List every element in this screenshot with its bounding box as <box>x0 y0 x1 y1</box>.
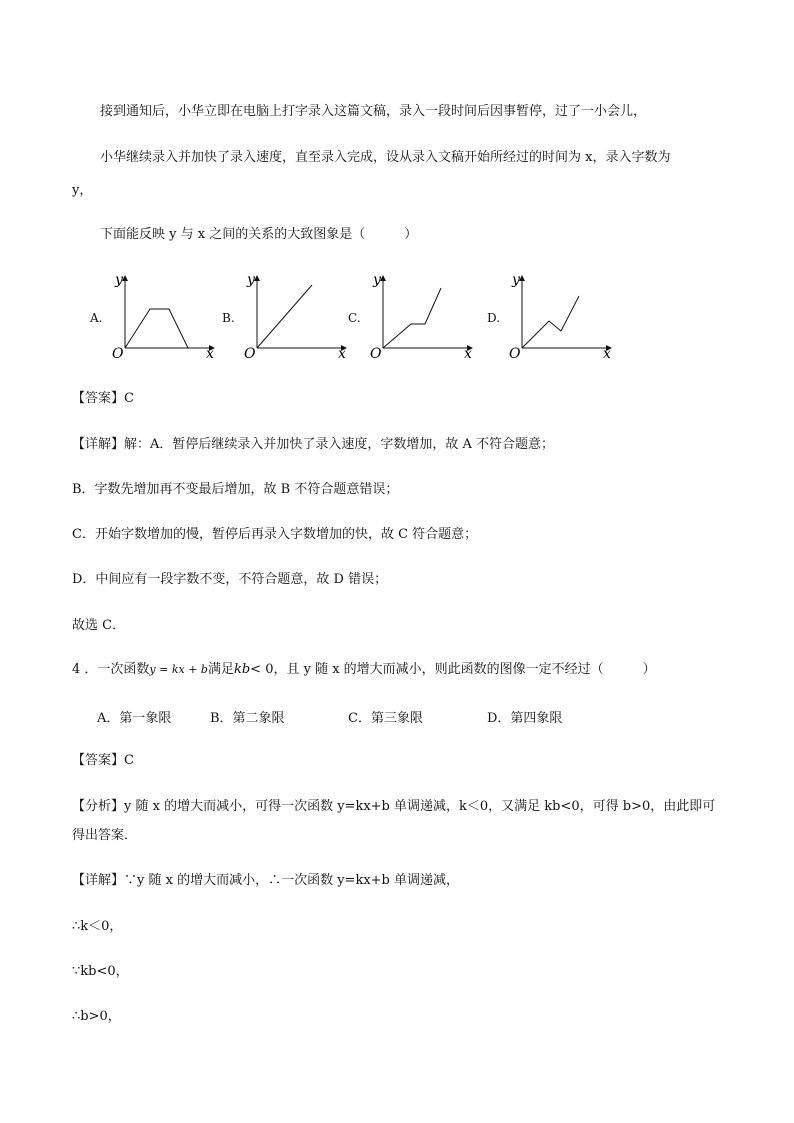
problem4-suffix: < 0，且 y 随 x 的增大而减小，则此函数的图像一定不经过（ ） <box>250 662 656 677</box>
problem4-cond: kb <box>233 662 251 677</box>
problem4-step1: ∴k＜0， <box>72 919 123 934</box>
origin-label: O <box>112 346 124 360</box>
option-c: C．第三象限 <box>348 711 423 726</box>
problem4-step2: ∵kb<0， <box>72 964 129 979</box>
problem3-detail3: C．开始字数增加的慢，暂停后再录入字数增加的快，故 C 符合题意； <box>72 527 478 542</box>
graph-b-label: B. <box>222 311 235 325</box>
option-d: D．第四象限 <box>487 711 563 726</box>
origin-label: O <box>244 346 256 360</box>
problem3-detail1: 【详解】解：A．暂停后继续录入并加快了录入速度，字数增加，故 A 不符合题意； <box>72 437 555 452</box>
problem4-formula: y = kx + b <box>149 663 208 676</box>
graph-a-curve <box>125 309 188 348</box>
x-label: x <box>603 346 611 360</box>
problem3-line4: 下面能反映 y 与 x 之间的关系的大致图象是（ ） <box>100 227 418 242</box>
problem3-conclusion: 故选 C． <box>72 618 126 633</box>
option-a: A．第一象限 <box>97 711 172 726</box>
problem4-step3: ∴b>0， <box>72 1009 121 1024</box>
problem4-stem <box>72 661 656 679</box>
graph-b <box>242 268 352 364</box>
x-label: x <box>464 346 472 360</box>
y-label: y <box>247 272 255 288</box>
problem3-answer: 【答案】C <box>72 391 134 406</box>
y-label: y <box>373 272 381 288</box>
graph-c <box>368 268 478 364</box>
origin-label: O <box>370 346 382 360</box>
problem3-line2: 小华继续录入并加快了录入速度，直至录入完成，设从录入文稿开始所经过的时间为 x，录入字数为 <box>100 150 671 165</box>
problem4-analysis2: 得出答案． <box>72 828 138 843</box>
problem4-mid: 满足 <box>207 662 234 677</box>
problem4-answer: 【答案】C <box>72 753 134 768</box>
problem3-detail4: D．中间应有一段字数不变，不符合题意，故 D 错误； <box>72 572 388 587</box>
option-b: B．第二象限 <box>210 711 285 726</box>
graph-c-label: C. <box>348 311 361 325</box>
graph-d <box>507 268 617 364</box>
y-label: y <box>512 272 520 288</box>
problem4-detail1: 【详解】∵y 随 x 的增大而减小，∴一次函数 y=kx+b 单调递减， <box>72 873 459 888</box>
graph-d-curve <box>522 296 579 348</box>
problem3-line1: 接到通知后，小华立即在电脑上打字录入这篇文稿，录入一段时间后因事暂停，过了一小会儿， <box>100 104 647 119</box>
origin-label: O <box>509 346 521 360</box>
graph-a-label: A. <box>90 311 103 325</box>
y-label: y <box>115 272 123 288</box>
x-label: x <box>206 346 214 360</box>
problem4-analysis1: 【分析】y 随 x 的增大而减小，可得一次函数 y=kx+b 单调递减，k＜0，又满足 kb<0，可得 b>0，由此即可 <box>72 799 716 814</box>
problem3-line3: y， <box>72 183 93 198</box>
graph-d-label: D. <box>487 311 501 325</box>
graph-b-curve <box>257 285 312 348</box>
graph-c-curve <box>383 288 441 348</box>
problem4-prefix: 4 ．一次函数 <box>72 662 150 677</box>
graph-a <box>110 268 220 364</box>
problem3-detail2: B．字数先增加再不变最后增加，故 B 不符合题意错误； <box>72 482 399 497</box>
x-label: x <box>338 346 346 360</box>
